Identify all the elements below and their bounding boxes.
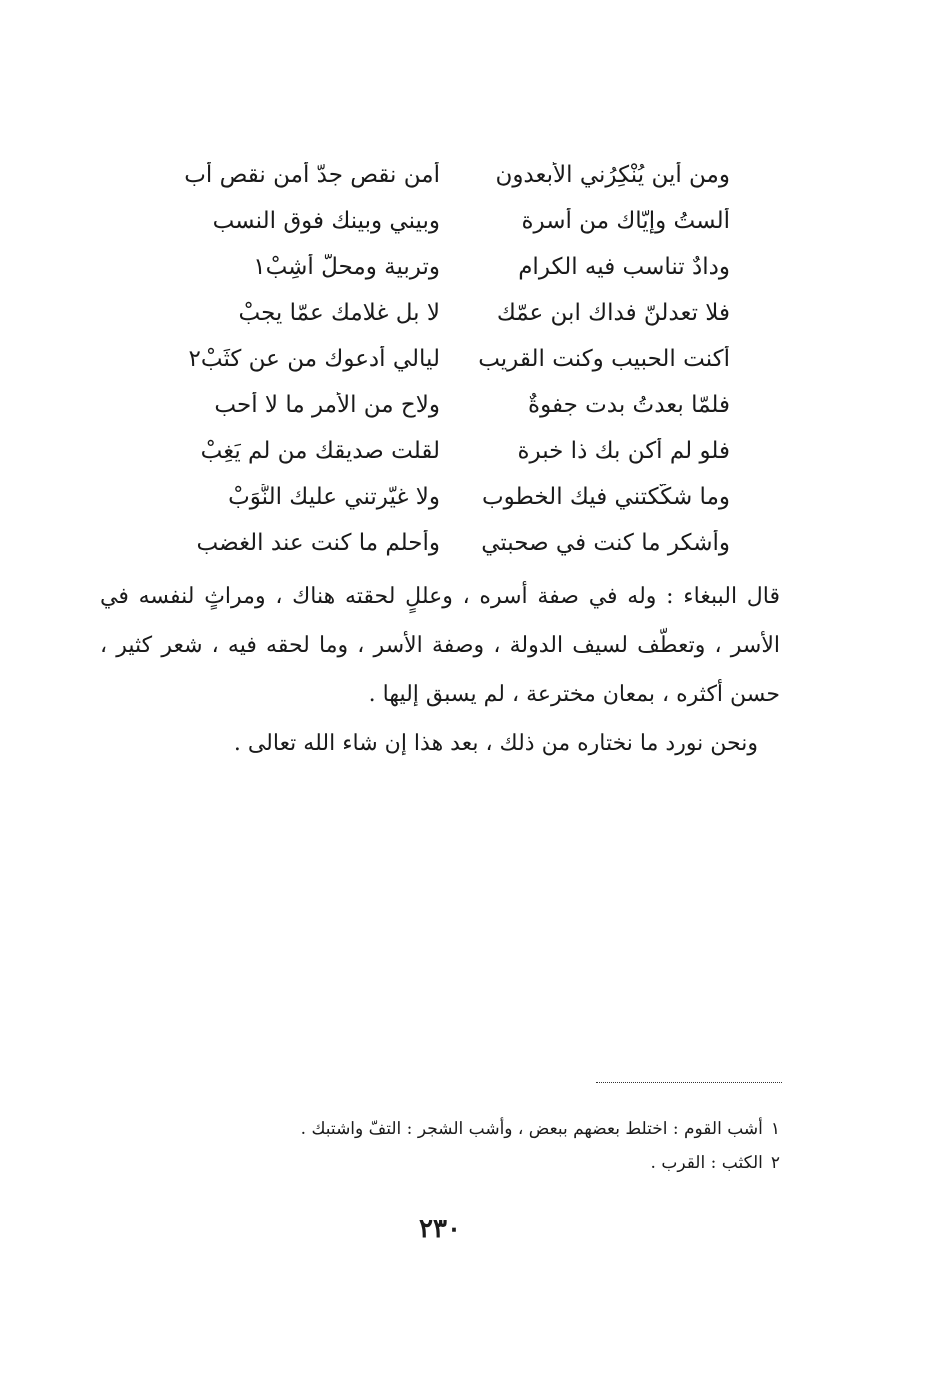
verse-first-hemistich: فلو لم أكن بك ذا خبرة: [517, 438, 730, 464]
verse-line: [150, 336, 730, 382]
footnote-text: الكثب : القرب .: [650, 1153, 763, 1173]
footnote-item: [200, 1146, 780, 1180]
page-number: ٢٣٠: [419, 1214, 461, 1244]
verse-line: [150, 520, 730, 566]
footnote-number: ١: [770, 1119, 780, 1139]
verse-first-hemistich: فلا تعدلنّ فداك ابن عمّك: [496, 300, 730, 326]
footnote-divider: [596, 1082, 782, 1083]
prose-paragraph: قال الببغاء : وله في صفة أسره ، وعللٍ لحقته هناك ، ومراثٍ لنفسه في الأسر ، وتعطّف لسيف الدولة ، وصفة الأسر ، وما لحقه فيه ، شعر كثير ، حسن أكثره ، بمعان مخترعة ، لم يسبق إليها .: [100, 584, 780, 707]
verse-line: [150, 428, 730, 474]
poem: [150, 152, 730, 566]
verse-second-hemistich: ولا غيّرتني عليك النُّوَبْ: [228, 484, 440, 510]
verse-line: [150, 290, 730, 336]
verse-first-hemistich: أكنت الحبيب وكنت القريب: [478, 346, 730, 372]
verse-second-hemistich: وأحلم ما كنت عند الغضب: [196, 530, 440, 556]
verse-line: [150, 474, 730, 520]
verse-second-hemistich: ليالي أدعوك من عن كثَبْ٢: [188, 346, 440, 372]
verse-second-hemistich: ولاح من الأمر ما لا أُحب: [214, 392, 440, 418]
verse-first-hemistich: وأشكر ما كنت في صحبتي: [481, 530, 730, 556]
verse-second-hemistich: وتربية ومحلّ أشِبْ١: [253, 254, 440, 280]
verse-line: [150, 152, 730, 198]
verse-first-hemistich: ألستُ وإيّاك من أسرة: [521, 208, 730, 234]
footnote-text: أشب القوم : اختلط بعضهم ببعض ، وأشب الشجر : التفّ واشتبك .: [300, 1119, 763, 1139]
verse-first-hemistich: ومن أين يُنْكِرُني الأبعدون: [495, 162, 730, 188]
footnote-number: ٢: [770, 1153, 780, 1173]
verse-first-hemistich: فلمّا بعدتُ بدت جفوةٌ: [528, 392, 730, 418]
verse-second-hemistich: لقلت صديقك من لم يَغِبْ: [200, 438, 440, 464]
verse-line: [150, 244, 730, 290]
prose-section: [100, 572, 780, 768]
footnotes: [200, 1112, 780, 1180]
prose-paragraph: ونحن نورد ما نختاره من ذلك ، بعد هذا إن شاء الله تعالى .: [233, 731, 758, 756]
verse-first-hemistich: ودادٌ تناسب فيه الكرام: [518, 254, 730, 280]
verse-line: [150, 198, 730, 244]
verse-second-hemistich: أمن نقص جدّ أمن نقص أب: [184, 162, 440, 188]
verse-second-hemistich: لا بل غلامك عمّا يجبْ: [238, 300, 440, 326]
verse-line: [150, 382, 730, 428]
footnote-item: [200, 1112, 780, 1146]
verse-second-hemistich: وبيني وبينك فوق النسب: [212, 208, 440, 234]
verse-first-hemistich: وما شكّكتني فيك الخطوب: [481, 484, 730, 510]
